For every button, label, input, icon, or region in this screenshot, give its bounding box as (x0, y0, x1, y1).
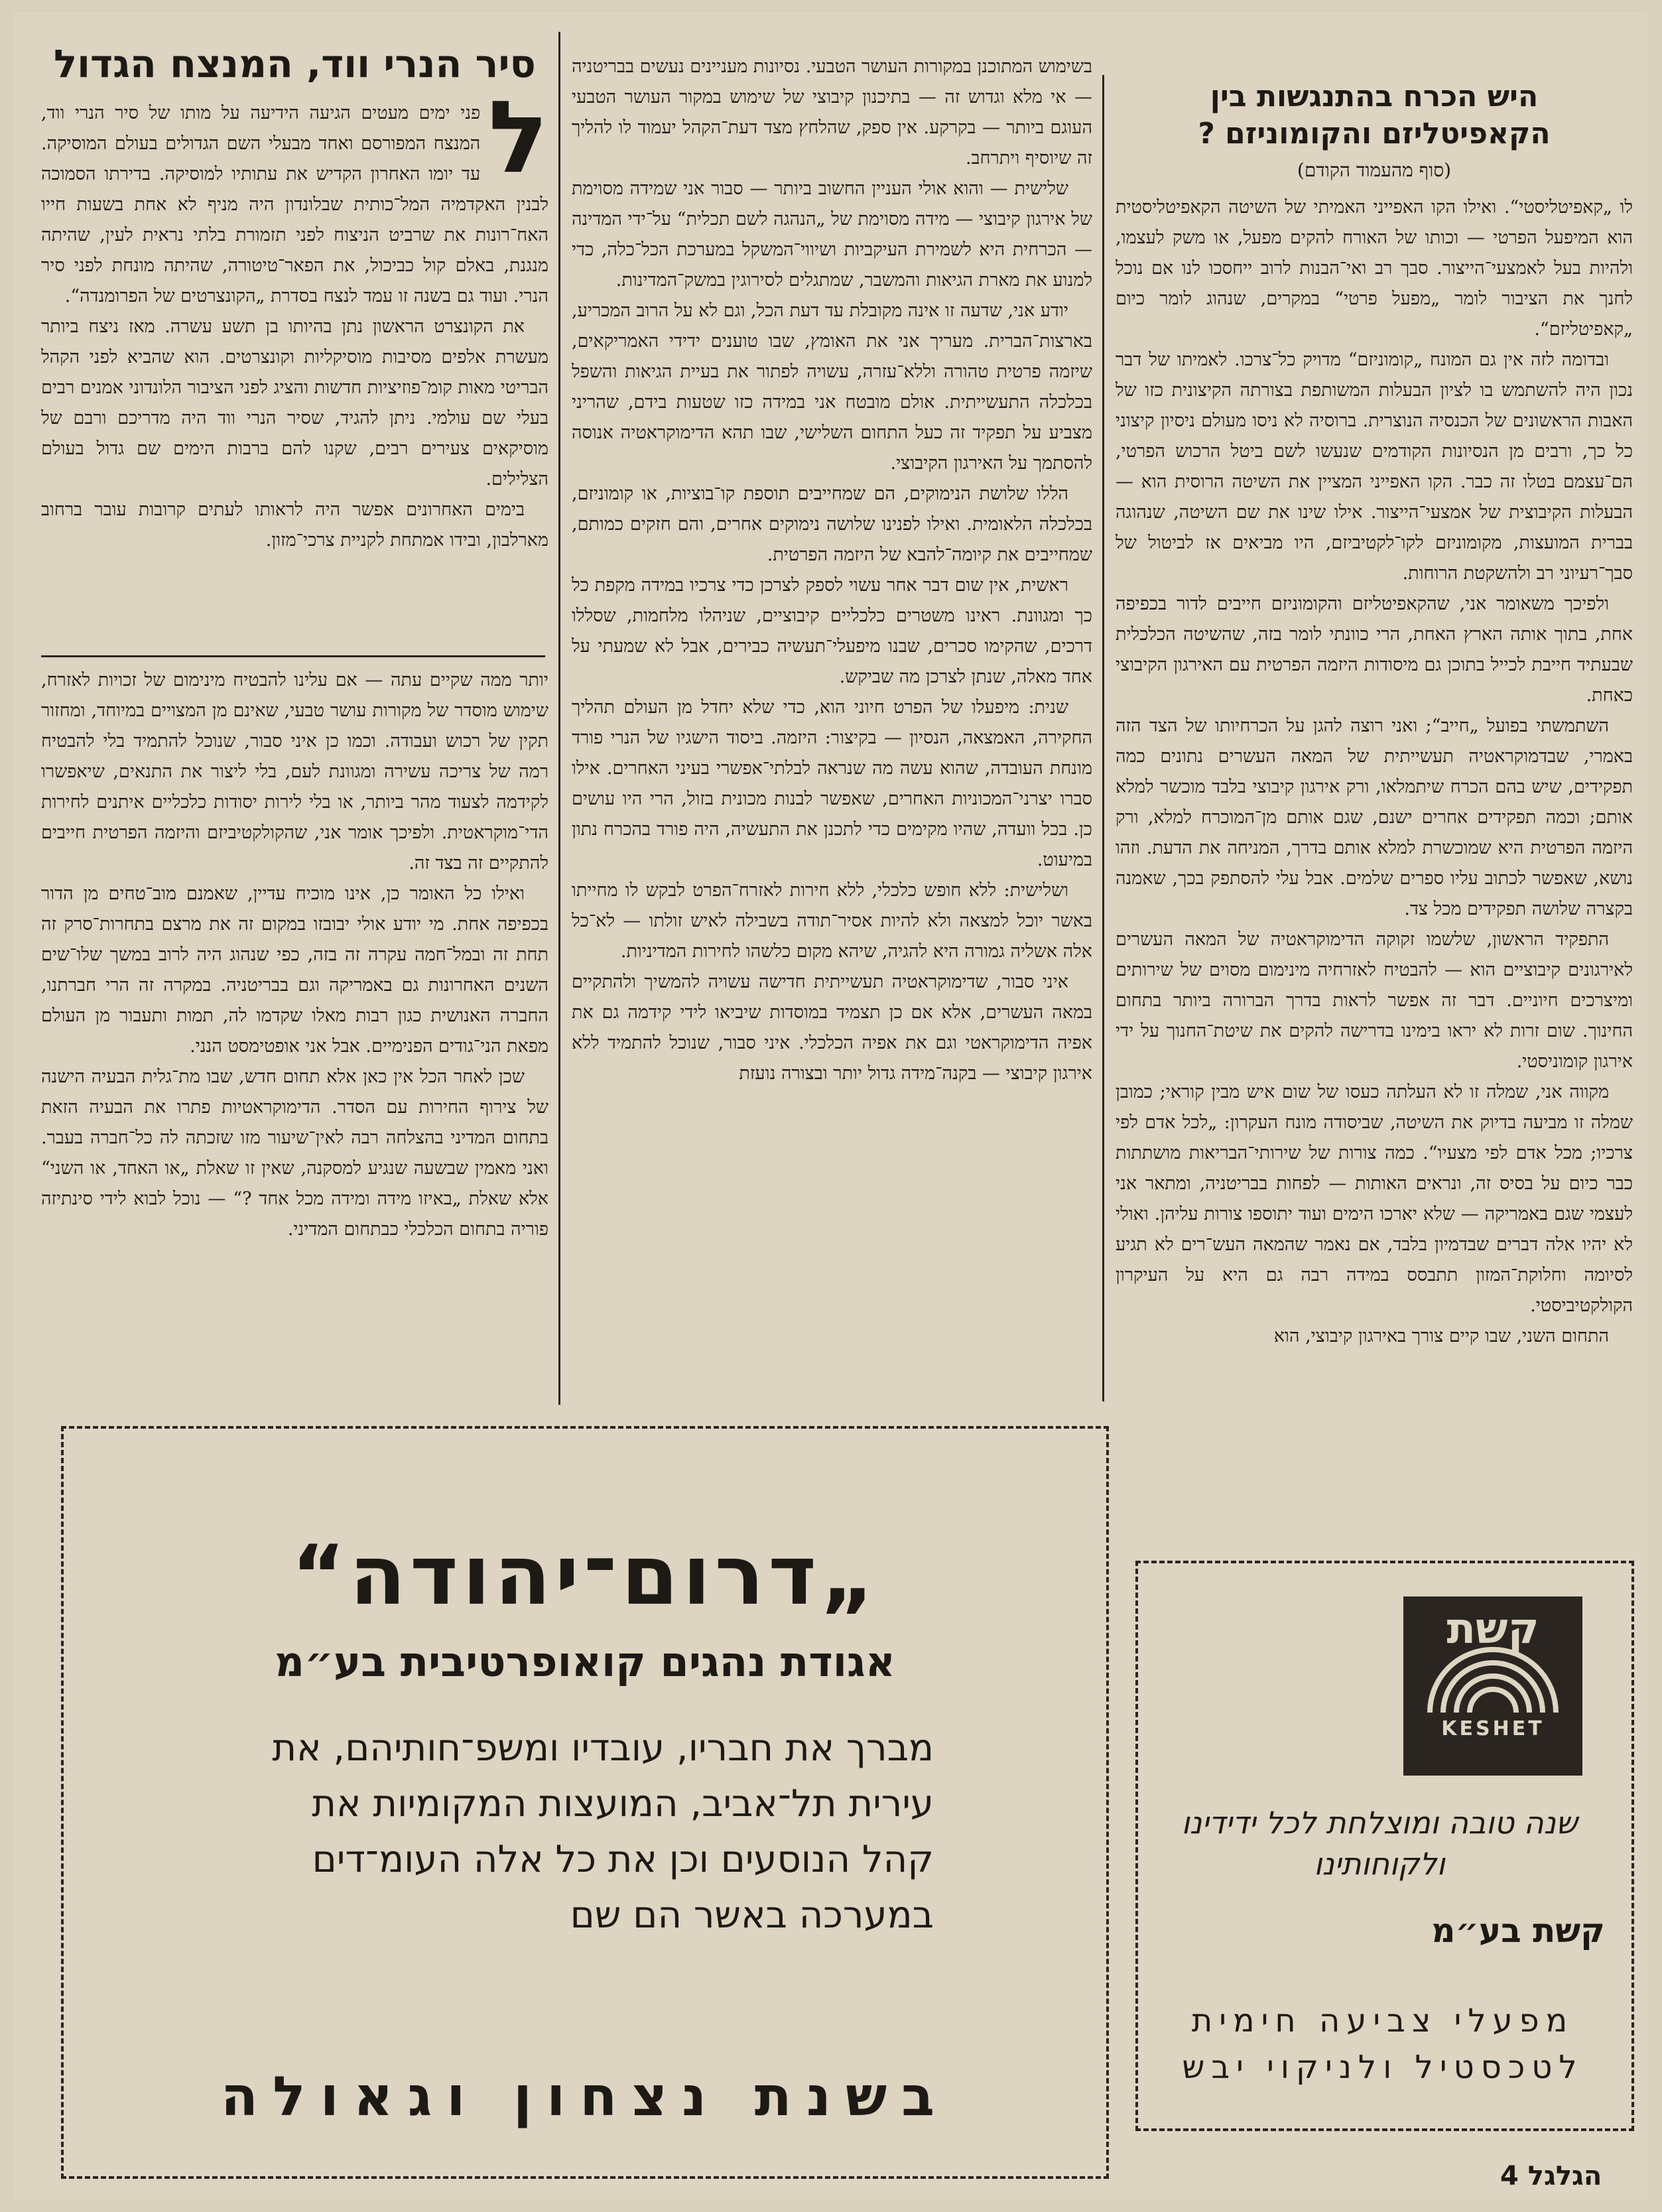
right-paragraph: התפקיד הראשון, שלשמו זקוקה הדימוקראטיה של המאה העשרים לאירגונים קיבוציים הוא — להבטיח לאזרחיה מינימום מסוים של שירותים ומיצרכים חיוניים. דבר זה אפשר לראות בדרך הברורה ביותר בתחום החינוך. שום זרות לא יראו בימינו בדרישה להקים את שיטת־החנוך על ידי אירגון קומוניסטי. (1116, 929, 1633, 1072)
middle-paragraph: שנית: מיפעלו של הפרט חיוני הוא, כדי שלא יחדל מן העולם תהליך החקירה, האמצאה, הנסיון — בקיצור: היזמה. ביסוד הישגיו של הנרי פורד מונחת העובדה, שהוא עשה מה שנראה לבלתי־אפשרי בעיני האחרים. אילו סברו יצרני־המכוניות האחרים, שאפשר לבנות מכונית בזול, הרי היו עושים כן. בכל וועדה, שהיו מקימים כדי לתכנן את התעשיה, היה פורד בהכרח נתון במיעוט. (572, 697, 1092, 870)
right-paragraph: ולפיכך משאומר אני, שהקאפיטליזם והקומוניזם חייבים לדור בכפיפה אחת, בתוך אותה הארץ האחת, הרי כוונתי לומר בזה, שהשיטה הכלכלית שבעתיד חייבת לכייל בתוכן גם מיסודות היזמה הפרטית עם האירגון הקיבוצי כאחת. (1116, 594, 1633, 706)
column-rule-right (1102, 75, 1104, 1401)
keshet-business: מפעלי צביעה חימית לטכסטיל ולניקוי יבש (1182, 2002, 1584, 2086)
left-article-divider (41, 655, 545, 657)
logo-latin: KESHET (1441, 1717, 1545, 1740)
right-paragraph: השתמשתי בפועל „חייב“; ואני רוצה להגן על הכרחיותו של הצד הזה באמרי, שבדמוקראטיה תעשייתית של המאה העשרים נתונים כמה תפקידים, שיש בהם הכרח שיתמלאו, ורק אירגון קיבוצי בלבד מוכשר למלא אותם; וכמה תפקידים אחרים ישנם, שגם אותם מן־המוכרח למלא, ורק היזמה הפרטית היא שמוכשרת למלא אותם בדרך, המניחה את הדעת. וזהו נושא, שאפשר לכתוב עליו ספרים שלמים. אבל עלי להסתפק בכך, שאמנה בקצרה שלושה תפקידים מכל צד. (1116, 716, 1633, 919)
ad-subtitle: אגודת נהגים קואופרטיבית בע״מ (275, 1638, 895, 1686)
middle-paragraph: בשימוש המתוכנן במקורות העושר הטבעי. נסיונות מעניינים נעשים בבריטניה — אי מלא וגדוש זה — בתיכנון קיבוצי של שימוש במקור העושר הטבעי העוגם ביותר — בקרקע. אין ספק, שהלחץ מצד דעת־הקהל יעמוד לו להליך זה שיוסיף ויתרחב. (572, 56, 1092, 168)
middle-paragraph: הללו שלושת הנימוקים, הם שמחייבים תוספת קו־בוציות, או קומוניזם, בכלכלה הלאומית. ואילו לפנינו שלושה נימוקים אחרים, והם חזקים כמותם, שמחייבים את קיומה־להבא של היזמה הפרטית. (572, 484, 1092, 565)
right-article (1116, 78, 1633, 1547)
ad-slogan: בשנת נצחון וגאולה (220, 2065, 950, 2128)
right-paragraph: ובדומה לזה אין גם המונח „קומוניזם“ מדויק כל־צרכו. לאמיתו של דבר נכון היה להשתמש בו לציון הבעלות המשותפת בצורתה הקיצונית כזו של האבות הראשונים של הכנסיה הנוצרית. ברוסיה לא ניסו מעולם ניסיון קיצוני כל כך, ורבים מן הנסיונות הקודמים שנעשו לשם ביטל הרכוש הפרטי, הם־עצמם בטלו זה כבר. הקו האפייני המציין את השיטה הרוסית הוא — הבעלות הקיבוצית של אמצעי־הייצור. אילו שינו את שם השיטה, שנהוגה בברית המועצות, מקומוניזם לקו־לקטיביזם, היו מביאים אז לביטול של סבך־רעיוני רב ולהשקטת הרוחות. (1116, 350, 1633, 584)
continuation-paragraph: יותר ממה שקיים עתה — אם עלינו להבטיח מינימום של זכויות לאזרח, שימוש מוסדר של מקורות עושר טבעי, שאינם מן המצויים במיוחד, ומחזור תקין של רכוש ועבודה. וכמו כן איני סבור, שנוכל להתמיד בלי להבטיח רמה של צריכה עשירה ומגוונת לעם, בלי ליצור את התנאים, שיאפשרו לקידמה לצעוד מהר ביותר, או בלי לירות יסודות כלכליים איתנים לחירות הדי־מוקראטית. ולפיכך אומר אני, שהקולקטיביזם והיזמה הפרטית חייבים להתקיים זה בצד זה. (41, 670, 548, 874)
logo-hebrew: קשת (1446, 1604, 1539, 1654)
middle-paragraph: ראשית, אין שום דבר אחר עשוי לספק לצרכן כדי צרכיו במידה מקפת כל כך ומגוונת. ראינו משטרים כלכליים קיבוציים, שניהלו מלחמות, שסללו דרכים, שהקימו סכרים, שבנו מיפעלי־תעשיה כבירים, אבל לא שמעתי על אחד מאלה, שנתן לצרכן מה שביקש. (572, 575, 1092, 687)
continuation-paragraph: שכן לאחר הכל אין כאן אלא תחום חדש, שבו מת־גלית הבעיה הישנה של צירוף החירות עם הסדר. הדימוקראטיות פתרו את הבעיה הזאת בתחום המדיני בהצלחה רבה לאין־שיעור מזו שזכתה לה כל־חברה בעבר. ואני מאמין שבשעה שנגיע למסקנה, שאין זו שאלת „או האחד, או השני“ אלא שאלת „באיזו מידה ומידה מכל אחד ?“ — נוכל לבוא לידי סינתיזה פוריה בתחום הכלכלי כבתחום המדיני. (41, 1067, 548, 1240)
keshet-ad (1135, 1561, 1634, 2131)
page-footer: הגלגל 4 (1500, 2161, 1602, 2191)
keshet-greeting: שנה טובה ומוצלחת לכל ידידינו ולקוחותינו (1181, 1805, 1578, 1882)
left-paragraph: את הקונצרט הראשון נתן בהיותו בן תשע עשרה. מאז ניצח ביותר מעשרת אלפים מסיבות מוסיקליות וקונצרטים. הוא שהביא לפני הקהל הבריטי מאות קומ־פוזיציות חדשות והציג לפני הציבור הלונדוני אמנים רבים בעלי שם עולמי. ניתן להגיד, שסיר הנרי ווד היה מדריכם ורבם של מוסיקאים צעירים רבים, שקנו להם ברבות הימים שם גדול בעולם הצלילים. (41, 316, 548, 489)
left-paragraph: פני ימים מעטים הגיעה הידיעה על מותו של סיר הנרי ווד, המנצח המפורסם ואחד מבעלי השם הגדולים בעולם המוסיקה. עד יומו האחרון הקדיש את עתותיו למוסיקה. בדירתו הסמוכה לבנין האקדמיה המל־כותית שבלונדון היה מניף לא אחת בשעות חייו האח־רונות את שרביט הניצוח לפני תזמורת בלתי נראית לעין, שהיתה מנגנת, באלם קול כביכול, את הפאר־טיטורה, שהיתה מונחת לפני סיר הנרי. ועוד גם בשנה זו עמד לנצח בסדרת „הקונצרטים של הפרומנדה“. (41, 103, 548, 306)
right-paragraph: לו „קאפיטליסטי“. ואילו הקו האפייני האמיתי של השיטה הקאפיטליסטית הוא המיפעל הפרטי — וכותו של האורח להקים מפעל, או משק לעצמו, ולהיות בעל לאמצעי־הייצור. סבך רב ואי־הבנות לרוב ייחסכו לנו אם נוכל לחנך את הציבור לומר „מפעל פרטי“ במקרים, שנהוג לומר כיום „קאפיטליזם“. (1116, 197, 1633, 340)
right-article-subtitle: (סוף מהעמוד הקודם) (1297, 159, 1452, 181)
column-rule-left (558, 32, 560, 1405)
right-paragraph: מקווה אני, שמלה זו לא העלתה כעסו של שום איש מבין קוראי; כמובן שמלה זו מביעה בדיוק את השיטה, שביסודה מונח העקרון: „לכל אדם לפי צרכיו; מכל אדם לפי מצעיו“. כמה צורות של שירותי־הבריאות מושתתות כבר כיום על בסיס זה, ונראים האותות — לפחות בבריטניה, ומתאר אני לעצמי שגם באמריקה — שלא יארכו הימים ועוד יתוספו צורות עליהן. ואולי לא יהיו אלה דברים שבדמיון בלבד, אם נאמר שהמאה העש־רים לא תגיע לסיומה וחלוקת־המזון תתבסס במידה רבה גם היא על העיקרון הקולקטיביסטי. (1116, 1082, 1633, 1316)
middle-paragraph: יודע אני, שדעה זו אינה מקובלת עד דעת הכל, וגם לא על הרוב המכריע, בארצות־הברית. מעריך אני את האומץ, שבו טוענים ידידי האמריקאים, שיזמה פרטית טהורה וללא־עזרה, עשויה לפתור את בעיית הגיאות והשפל בכלכלה התעשייתית. אולם מובטח אני במידה כזו שטעות בידם, שהריני מצביע על תפקיד זה כעל התחום השלישי, שבו תהא הדימוקראטיה אנוסה להסתמך על האירגון הקיבוצי. (572, 300, 1092, 474)
left-paragraph: בימים האחרונים אפשר היה לראותו לעתים קרובות עובר ברחוב מארלבון, ובידו אמתחת לקניית צרכי־מזון. (41, 499, 548, 551)
left-article-title: סיר הנרי ווד, המנצח הגדול (54, 41, 536, 86)
middle-paragraph: איני סבור, שדימוקראטיה תעשייתית חדישה עשויה להמשיך ולהתקיים במאה העשרים, אלא אם כן תצמיד במוסדות שיביאו לידי קידמה גם את אפיה הדימוקראטי וגם את אפיה הכלכלי. איני סבור, שנוכל להתמיד ללא אירגון קיבוצי — בקנה־מידה גדול יותר ובצורה נועזת (572, 972, 1092, 1084)
middle-article (572, 52, 1092, 1401)
keshet-logo (1403, 1596, 1582, 1776)
ad-title: „דרום־יהודה“ (291, 1528, 879, 1624)
right-article-title: היש הכרח בהתנגשות בין הקאפיטליזם והקומוניזם ? (1198, 80, 1551, 151)
drop-cap: ל (488, 80, 548, 196)
left-article (41, 38, 548, 652)
drom-yehuda-ad (61, 1426, 1109, 2179)
right-paragraph: התחום השני, שבו קיים צורך באירגון קיבוצי, הוא (1273, 1326, 1609, 1346)
middle-paragraph: ושלישית: ללא חופש כלכלי, ללא חירות לאזרח־הפרט לבקש לו מחייתו באשר יוכל למצאה ולא להיות אסיר־תודה בשבילה לאיש זולתו — לא־כל אלה אשליה גמורה היא להגיה, שיהא מקום כלשהו לחירות המדיניות. (572, 880, 1092, 962)
keshet-company: קשת בע״מ (1431, 1912, 1605, 1950)
ad-body: מברך את חבריו, עובדיו ומשפ־חותיהם, את עירית תל־אביב, המועצות המקומיות את קהל הנוסעים וכן את כל אלה העומ־דים במערכה באשר הם שם (272, 1726, 934, 1937)
left-continuation (41, 665, 548, 1405)
continuation-paragraph: ואילו כל האומר כן, אינו מוכיח עדיין, שאמנם מוב־טחים מן הדור בכפיפה אחת. מי יודע אולי יבובזו במקום זה את מרצם בתחרות־סרק זה תחת זה ובמל־חמה עקרה זה בזה, כפי שנהוג היה לרוב במשך שלו־שים השנים האחרונות גם באמריקה וגם בבריטניה. במקרה זה הרי חברתנו, החברה האנושית כגון רבות מאלו שקדמו לה, תמות ותעבור מן העולם מפאת הני־גודים הפנימיים. אבל אני אופטימסט הנני. (41, 883, 548, 1057)
middle-paragraph: שלישית — והוא אולי העניין החשוב ביותר — סבור אני שמידה מסוימת של אירגון קיבוצי — מידה מסוימת של „הנהגה לשם תכלית“ על־ידי המדינה — הכרחית היא לשמירת העיקביות ושיווי־המשקל במערכת הכל־כלה, כדי למנוע את מארת הגיאות והמשבר, שמתגלים לסירוגין במשק־המדינות. (572, 178, 1092, 291)
newspaper-page (15, 12, 1647, 2201)
